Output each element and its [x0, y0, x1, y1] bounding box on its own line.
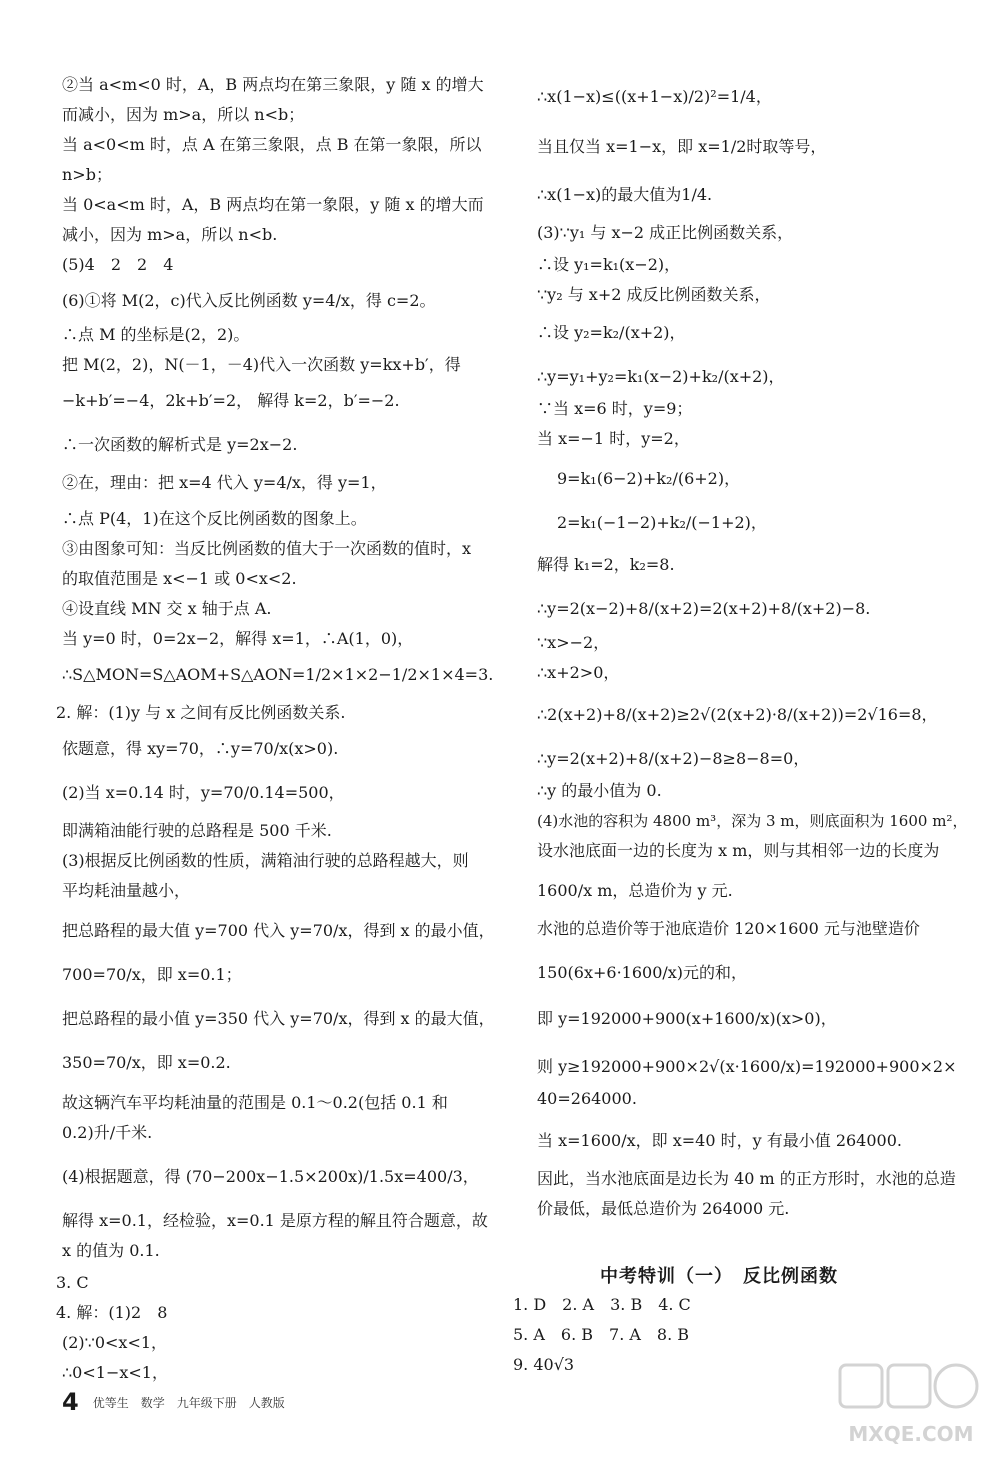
text-line: 则 y≥192000+900×2√(x·1600/x)=192000+900×2×: [537, 1057, 957, 1076]
system-of-equations: −k+b′=−4，2k+b′=2， 解得 k=2，b′=−2.: [62, 391, 400, 410]
text-line: 1600/x m，总造价为 y 元.: [537, 881, 733, 900]
text-line: ②当 a<m<0 时，A，B 两点均在第三象限，y 随 x 的增大: [62, 75, 484, 94]
text-line: ∴2(x+2)+8/(x+2)≥2√(2(x+2)·8/(x+2))=2√16=8，: [537, 705, 938, 724]
text-line: ∵x>−2，: [537, 633, 610, 652]
footer-text: 优等生 数学 九年级下册 人教版: [92, 1395, 285, 1410]
text-line: ∴一次函数的解析式是 y=2x−2.: [62, 435, 298, 454]
text-line: ③由图象可知：当反比例函数的值大于一次函数的值时，x: [62, 539, 472, 558]
text-line: 因此，当水池底面是边长为 40 m 的正方形时，水池的总造: [537, 1169, 956, 1188]
text-line: 解得 k₁=2，k₂=8.: [537, 555, 675, 574]
text-line: ∴点 P(4，1)在这个反比例函数的图象上。: [62, 509, 367, 528]
text-line: 当 y=0 时，0=2x−2，解得 x=1，∴A(1，0)，: [62, 629, 414, 648]
text-line: ∵y₂ 与 x+2 成反比例函数关系，: [537, 285, 771, 304]
text-line: ∴x+2>0，: [537, 663, 620, 682]
text-line: (4)水池的容积为 4800 m³，深为 3 m，则底面积为 1600 m²，: [537, 812, 968, 830]
text-line: 设水池底面一边的长度为 x m，则与其相邻一边的长度为: [537, 841, 940, 860]
text-line: 40=264000.: [537, 1089, 637, 1108]
text-line: ②在，理由：把 x=4 代入 y=4/x，得 y=1，: [62, 473, 387, 492]
answer-line-1: 1. D 2. A 3. B 4. C: [513, 1295, 691, 1314]
system-line-2: 2=k₁(−1−2)+k₂/(−1+2)，: [557, 513, 767, 532]
text-line: ∴0<1−x<1，: [62, 1363, 168, 1382]
text-line: 0.2)升/千米.: [62, 1123, 153, 1142]
watermark-logo-icon: [836, 1361, 986, 1451]
text-line: ∴设 y₁=k₁(x−2)，: [537, 255, 681, 274]
text-line: (3)∵y₁ 与 x−2 成正比例函数关系，: [537, 223, 794, 242]
text-line: ∴点 M 的坐标是(2，2)。: [62, 325, 250, 344]
text-line: 水池的总造价等于池底造价 120×1600 元与池壁造价: [537, 919, 920, 938]
text-line: ∵当 x=6 时，y=9；: [537, 399, 693, 418]
text-line: (6)①将 M(2，c)代入反比例函数 y=4/x，得 c=2。: [62, 291, 436, 310]
text-line: x 的值为 0.1.: [62, 1241, 160, 1260]
text-line: (4)根据题意，得 (70−200x−1.5×200x)/1.5x=400/3，: [62, 1167, 479, 1186]
text-line: ∴x(1−x)≤((x+1−x)/2)²=1/4，: [537, 87, 772, 106]
text-line: 的取值范围是 x<−1 或 0<x<2.: [62, 569, 297, 588]
page-number: 4: [62, 1388, 79, 1416]
text-line: 解得 x=0.1，经检验，x=0.1 是原方程的解且符合题意，故: [62, 1211, 488, 1230]
text-line: 而减小，因为 m>a，所以 n<b；: [62, 105, 305, 124]
text-line: 150(6x+6·1600/x)元的和，: [537, 963, 748, 982]
text-line: 故这辆汽车平均耗油量的范围是 0.1～0.2(包括 0.1 和: [62, 1093, 448, 1112]
question-2-heading: 2. 解：(1)y 与 x 之间有反比例函数关系.: [56, 703, 346, 722]
watermark-text: MXQE.COM: [848, 1422, 974, 1446]
text-line: ∴设 y₂=k₂/(x+2)，: [537, 323, 686, 342]
text-line: 把总路程的最大值 y=700 代入 y=70/x，得到 x 的最小值，: [62, 921, 495, 940]
text-line: 依题意，得 xy=70，∴y=70/x(x>0).: [62, 739, 339, 758]
text-line: 当 a<0<m 时，点 A 在第三象限，点 B 在第一象限，所以: [62, 135, 482, 154]
text-line: (3)根据反比例函数的性质，满箱油行驶的总路程越大，则: [62, 851, 469, 870]
text-line: ∴y 的最小值为 0.: [537, 781, 662, 800]
text-line: ∴x(1−x)的最大值为1/4.: [537, 185, 713, 204]
text-line: ∴S△MON=S△AOM+S△AON=1/2×1×2−1/2×1×4=3.: [62, 665, 494, 684]
text-line: 把 M(2，2)，N(－1，－4)代入一次函数 y=kx+b′，得: [62, 355, 461, 374]
text-line: 当 x=1600/x，即 x=40 时，y 有最小值 264000.: [537, 1131, 902, 1150]
answer-line-3: 9. 40√3: [513, 1355, 575, 1374]
section-title: 中考特训（一） 反比例函数: [600, 1266, 838, 1287]
text-line: 平均耗油量越小，: [62, 881, 191, 900]
text-line: 把总路程的最小值 y=350 代入 y=70/x，得到 x 的最大值，: [62, 1009, 495, 1028]
text-line: 减小，因为 m>a，所以 n<b.: [62, 225, 278, 244]
right-column: [513, 60, 968, 1376]
left-column: [56, 60, 495, 1384]
text-line: 当且仅当 x=1−x，即 x=1/2时取等号，: [537, 137, 827, 156]
text-line: 当 0<a<m 时，A，B 两点均在第一象限，y 随 x 的增大而: [62, 195, 484, 214]
page-footer: [62, 1388, 285, 1416]
text-line: ∴y=2(x−2)+8/(x+2)=2(x+2)+8/(x+2)−8.: [537, 599, 871, 618]
question-4-heading: 4. 解：(1)2 8: [56, 1303, 168, 1322]
text-line: (2)当 x=0.14 时，y=70/0.14=500，: [62, 783, 345, 802]
text-line: (2)∵0<x<1，: [62, 1333, 168, 1352]
text-line: 350=70/x，即 x=0.2.: [62, 1053, 231, 1072]
text-line: 当 x=−1 时，y=2，: [537, 429, 690, 448]
text-line: 价最低，最低总造价为 264000 元.: [537, 1199, 790, 1218]
text-line: ∴y=y₁+y₂=k₁(x−2)+k₂/(x+2)，: [537, 367, 785, 386]
text-line: ∴y=2(x+2)+8/(x+2)−8≥8−8=0，: [537, 749, 810, 768]
answer-3: 3. C: [56, 1273, 89, 1292]
text-line: 即 y=192000+900(x+1600/x)(x>0)，: [537, 1009, 837, 1028]
text-line: (5)4 2 2 4: [62, 255, 174, 274]
answer-line-2: 5. A 6. B 7. A 8. B: [513, 1325, 690, 1344]
system-line-1: 9=k₁(6−2)+k₂/(6+2)，: [557, 469, 741, 488]
text-line: 700=70/x，即 x=0.1；: [62, 965, 242, 984]
text-line: 即满箱油能行驶的总路程是 500 千米.: [62, 821, 332, 840]
text-line: ④设直线 MN 交 x 轴于点 A.: [62, 599, 272, 618]
text-line: n>b；: [62, 165, 112, 184]
